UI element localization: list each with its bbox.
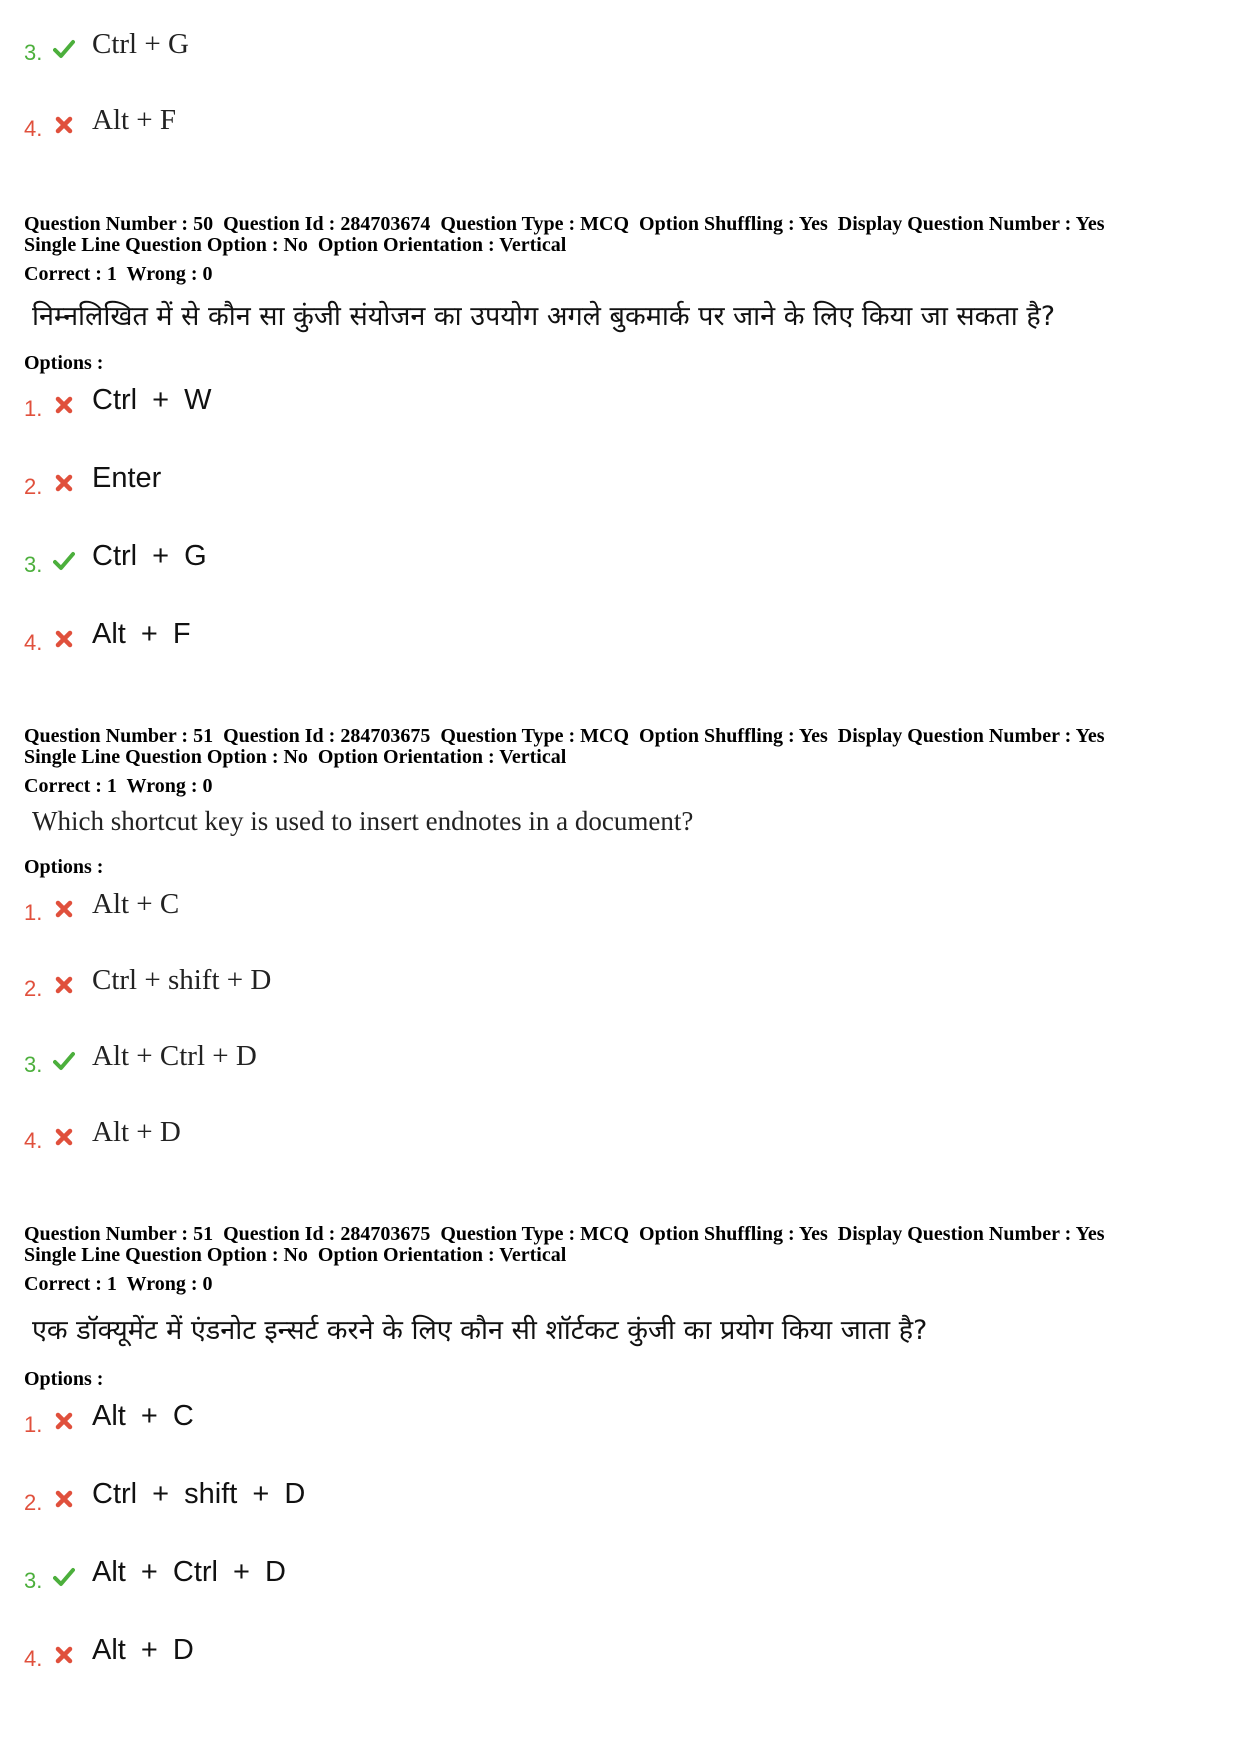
option-number: 4. (24, 630, 43, 655)
marks-line: Correct : 1 Wrong : 0 (24, 1273, 213, 1295)
question-text: Which shortcut key is used to insert endnotes in a document? (32, 806, 694, 836)
question-text: निम्नलिखित में से कौन सा कुंजी संयोजन का उपयोग अगले बुकमार्क पर जाने के लिए किया जा सकता है? (32, 301, 1056, 332)
option-text: Alt + D (92, 1634, 194, 1666)
option-text: Ctrl + shift + D (92, 1478, 306, 1510)
option-text: Alt + F (92, 104, 177, 136)
cross-icon (53, 1488, 75, 1510)
meta-line: Single Line Question Option : No Option Orientation : Vertical (24, 1244, 567, 1266)
options-label: Options : (24, 352, 104, 374)
option-number: 3. (24, 1568, 43, 1593)
meta-line: Single Line Question Option : No Option Orientation : Vertical (24, 234, 567, 256)
option-number: 1. (24, 1412, 43, 1437)
meta-line: Question Number : 51 Question Id : 284703675 Question Type : MCQ Option Shuffling : Yes Display Question Number : Yes (24, 1223, 1105, 1245)
option-text: Ctrl + G (92, 540, 207, 572)
cross-icon (53, 974, 75, 996)
cross-icon (53, 628, 75, 650)
question-meta (24, 726, 1104, 768)
option-text: Enter (92, 462, 162, 494)
meta-line: Single Line Question Option : No Option Orientation : Vertical (24, 746, 567, 768)
option-number: 3. (24, 1052, 43, 1077)
option-text: Ctrl + G (92, 28, 189, 60)
question-meta (24, 214, 1104, 256)
option-text: Alt + Ctrl + D (92, 1040, 257, 1072)
option-number: 4. (24, 1646, 43, 1671)
question-meta (24, 1224, 1104, 1266)
option-number: 4. (24, 1128, 43, 1153)
cross-icon (53, 1644, 75, 1666)
option-text: Alt + C (92, 1400, 194, 1432)
cross-icon (53, 472, 75, 494)
option-number: 2. (24, 474, 43, 499)
option-number: 1. (24, 396, 43, 421)
option-text: Alt + Ctrl + D (92, 1556, 286, 1588)
option-text: Ctrl + W (92, 384, 212, 416)
option-number: 3. (24, 552, 43, 577)
cross-icon (53, 114, 75, 136)
check-icon (53, 550, 75, 572)
cross-icon (53, 394, 75, 416)
meta-line: Question Number : 50 Question Id : 284703674 Question Type : MCQ Option Shuffling : Yes Display Question Number : Yes (24, 213, 1105, 235)
options-label: Options : (24, 856, 104, 878)
check-icon (53, 1050, 75, 1072)
option-number: 2. (24, 976, 43, 1001)
check-icon (53, 38, 75, 60)
marks-line: Correct : 1 Wrong : 0 (24, 775, 213, 797)
options-label: Options : (24, 1368, 104, 1390)
option-number: 4. (24, 116, 43, 141)
option-text: Alt + F (92, 618, 191, 650)
option-text: Ctrl + shift + D (92, 964, 272, 996)
check-icon (53, 1566, 75, 1588)
option-text: Alt + D (92, 1116, 181, 1148)
option-text: Alt + C (92, 888, 180, 920)
cross-icon (53, 1126, 75, 1148)
meta-line: Question Number : 51 Question Id : 284703675 Question Type : MCQ Option Shuffling : Yes Display Question Number : Yes (24, 725, 1105, 747)
question-text: एक डॉक्यूमेंट में एंडनोट इन्सर्ट करने के लिए कौन सी शॉर्टकट कुंजी का प्रयोग किया जाता है? (32, 1315, 928, 1346)
option-number: 1. (24, 900, 43, 925)
cross-icon (53, 898, 75, 920)
marks-line: Correct : 1 Wrong : 0 (24, 263, 213, 285)
cross-icon (53, 1410, 75, 1432)
option-number: 2. (24, 1490, 43, 1515)
option-number: 3. (24, 40, 43, 65)
